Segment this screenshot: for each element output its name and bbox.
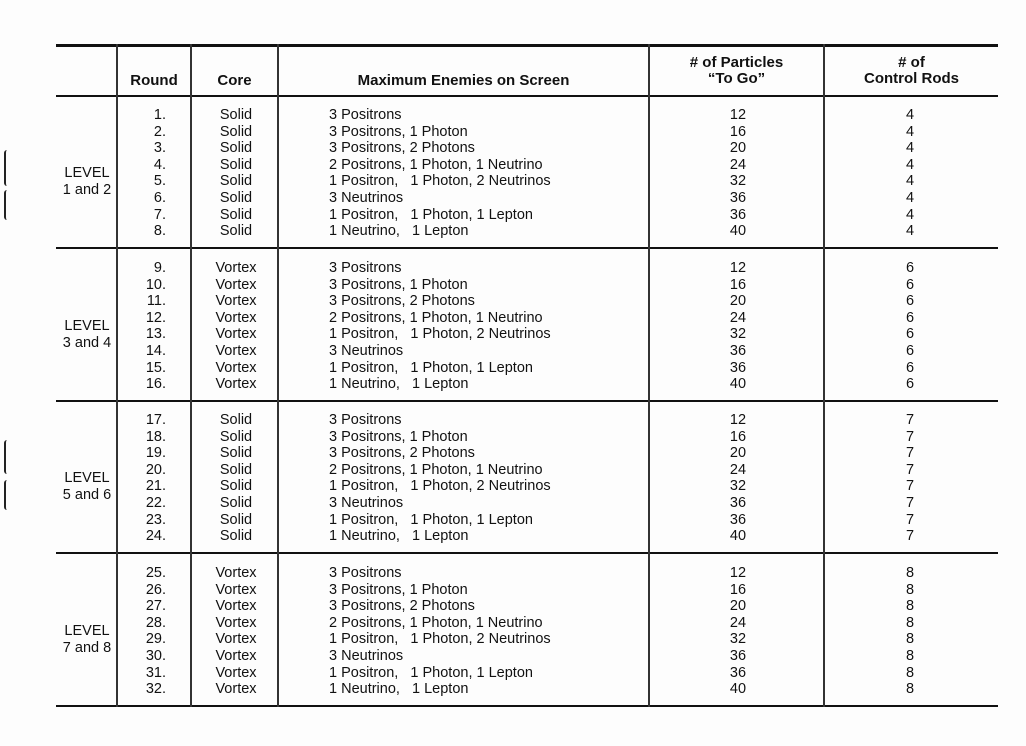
core-cell: Solid (219, 173, 253, 190)
particles-cell: 12 (729, 412, 747, 428)
particles-cell: 12 (729, 565, 747, 581)
control-rods-cell: 6 (905, 276, 915, 293)
table-row (56, 412, 998, 429)
level-label-line1: LEVEL (64, 317, 110, 334)
core-cell: Solid (219, 123, 253, 140)
table-row (56, 140, 998, 157)
core-cell: Vortex (215, 359, 257, 376)
core-cell: Vortex (215, 326, 257, 343)
control-rods-cell: 8 (905, 581, 915, 598)
round-cell: 22. (145, 495, 166, 511)
round-cell: 4. (153, 156, 166, 173)
table-row (56, 260, 998, 277)
header-rods-line2: Control Rods (864, 70, 959, 87)
round-cell: 16. (145, 376, 166, 393)
enemies-cell: 3 Positrons, 1 Photon (329, 428, 468, 445)
control-rods-cell: 6 (905, 376, 915, 393)
table-row (56, 598, 998, 615)
round-cell: 8. (153, 223, 166, 240)
round-cell: 3. (153, 140, 166, 157)
control-rods-cell: 7 (905, 461, 915, 478)
core-cell: Solid (219, 495, 253, 511)
table-row (56, 565, 998, 582)
round-cell: 7. (153, 206, 166, 223)
group-divider (56, 552, 998, 554)
particles-cell: 32 (729, 478, 747, 495)
table-row (56, 343, 998, 360)
particles-cell: 20 (729, 598, 747, 615)
enemies-cell: 2 Positrons, 1 Photon, 1 Neutrino (329, 461, 543, 478)
particles-cell: 36 (729, 190, 747, 206)
round-cell: 26. (145, 581, 166, 598)
header-core: Core (217, 72, 252, 89)
control-rods-cell: 7 (905, 478, 915, 495)
table-row (56, 173, 998, 190)
core-cell: Vortex (215, 565, 257, 581)
round-cell: 13. (145, 326, 166, 343)
particles-cell: 40 (729, 223, 747, 240)
enemies-cell: 3 Positrons, 2 Photons (329, 293, 475, 310)
particles-cell: 16 (729, 276, 747, 293)
round-cell: 10. (145, 276, 166, 293)
core-cell: Solid (219, 511, 253, 528)
control-rods-cell: 4 (905, 223, 915, 240)
core-cell: Solid (219, 156, 253, 173)
table-row (56, 360, 998, 377)
table-row (56, 376, 998, 393)
round-cell: 15. (145, 359, 166, 376)
round-cell: 5. (153, 173, 166, 190)
table-row (56, 615, 998, 632)
control-rods-cell: 6 (905, 343, 915, 359)
core-cell: Vortex (215, 376, 257, 393)
core-cell: Vortex (215, 681, 257, 698)
round-cell: 24. (145, 528, 166, 545)
particles-cell: 36 (729, 511, 747, 528)
control-rods-cell: 4 (905, 173, 915, 190)
enemies-cell: 1 Positron, 1 Photon, 2 Neutrinos (329, 326, 551, 343)
core-cell: Vortex (215, 309, 257, 326)
enemies-cell: 3 Positrons (329, 412, 402, 428)
round-cell: 19. (145, 445, 166, 462)
control-rods-cell: 8 (905, 664, 915, 681)
enemies-cell: 3 Positrons, 2 Photons (329, 598, 475, 615)
round-cell: 18. (145, 428, 166, 445)
round-cell: 20. (145, 461, 166, 478)
control-rods-cell: 7 (905, 428, 915, 445)
enemies-cell: 3 Neutrinos (329, 648, 404, 664)
control-rods-cell: 8 (905, 631, 915, 648)
core-cell: Solid (219, 461, 253, 478)
control-rods-cell: 4 (905, 107, 915, 123)
particles-cell: 40 (729, 376, 747, 393)
particles-cell: 36 (729, 495, 747, 511)
particles-cell: 20 (729, 445, 747, 462)
header-round: Round (130, 72, 178, 89)
particles-cell: 24 (729, 461, 747, 478)
particles-cell: 40 (729, 528, 747, 545)
particles-cell: 20 (729, 140, 747, 157)
control-rods-cell: 6 (905, 260, 915, 276)
round-cell: 28. (145, 614, 166, 631)
enemies-cell: 1 Positron, 1 Photon, 1 Lepton (329, 511, 533, 528)
enemies-cell: 1 Positron, 1 Photon, 2 Neutrinos (329, 173, 551, 190)
table-row (56, 665, 998, 682)
table-row (56, 190, 998, 207)
control-rods-cell: 4 (905, 190, 915, 206)
header-particles-line2: “To Go” (707, 70, 766, 87)
enemies-cell: 3 Positrons (329, 565, 402, 581)
table-row (56, 124, 998, 141)
binding-mark (4, 190, 12, 220)
enemies-cell: 1 Neutrino, 1 Lepton (329, 376, 469, 393)
particles-cell: 16 (729, 581, 747, 598)
table-row (56, 429, 998, 446)
round-cell: 9. (153, 260, 166, 276)
header-max-enemies: Maximum Enemies on Screen (357, 72, 570, 89)
enemies-cell: 1 Positron, 1 Photon, 1 Lepton (329, 206, 533, 223)
core-cell: Vortex (215, 260, 257, 276)
round-cell: 23. (145, 511, 166, 528)
control-rods-cell: 6 (905, 359, 915, 376)
level-label-line2: 1 and 2 (62, 181, 112, 198)
particles-cell: 20 (729, 293, 747, 310)
enemies-cell: 1 Positron, 1 Photon, 2 Neutrinos (329, 478, 551, 495)
table-row (56, 107, 998, 124)
table-row (56, 648, 998, 665)
core-cell: Vortex (215, 293, 257, 310)
core-cell: Vortex (215, 664, 257, 681)
enemies-cell: 2 Positrons, 1 Photon, 1 Neutrino (329, 156, 543, 173)
table-row (56, 495, 998, 512)
particles-cell: 32 (729, 631, 747, 648)
group-divider (56, 400, 998, 402)
level-label-line1: LEVEL (64, 469, 110, 486)
table-bottom-rule (56, 705, 998, 707)
enemies-cell: 3 Positrons (329, 260, 402, 276)
round-cell: 2. (153, 123, 166, 140)
table-row (56, 582, 998, 599)
table-row (56, 293, 998, 310)
level-label-line2: 5 and 6 (62, 486, 112, 503)
control-rods-cell: 4 (905, 206, 915, 223)
core-cell: Vortex (215, 614, 257, 631)
table-row (56, 528, 998, 545)
particles-cell: 24 (729, 156, 747, 173)
core-cell: Solid (219, 412, 253, 428)
round-cell: 1. (153, 107, 166, 123)
particles-cell: 36 (729, 359, 747, 376)
table-row (56, 462, 998, 479)
round-cell: 25. (145, 565, 166, 581)
control-rods-cell: 7 (905, 495, 915, 511)
enemies-cell: 1 Positron, 1 Photon, 1 Lepton (329, 359, 533, 376)
round-cell: 6. (153, 190, 166, 206)
table-row (56, 681, 998, 698)
round-cell: 11. (146, 293, 166, 310)
control-rods-cell: 6 (905, 326, 915, 343)
level-label-line2: 3 and 4 (62, 334, 112, 351)
particles-cell: 24 (729, 309, 747, 326)
particles-cell: 32 (729, 326, 747, 343)
round-cell: 12. (145, 309, 166, 326)
table-row (56, 445, 998, 462)
particles-cell: 36 (729, 206, 747, 223)
core-cell: Solid (219, 445, 253, 462)
enemies-cell: 2 Positrons, 1 Photon, 1 Neutrino (329, 309, 543, 326)
control-rods-cell: 8 (905, 565, 915, 581)
enemies-cell: 1 Neutrino, 1 Lepton (329, 223, 469, 240)
core-cell: Solid (219, 428, 253, 445)
enemies-cell: 1 Neutrino, 1 Lepton (329, 681, 469, 698)
enemies-cell: 3 Neutrinos (329, 343, 404, 359)
core-cell: Solid (219, 140, 253, 157)
round-cell: 29. (145, 631, 166, 648)
binding-mark (4, 150, 12, 186)
particles-cell: 36 (729, 648, 747, 664)
enemies-cell: 3 Positrons, 1 Photon (329, 581, 468, 598)
control-rods-cell: 8 (905, 598, 915, 615)
level-label-line1: LEVEL (64, 164, 110, 181)
round-cell: 17. (145, 412, 166, 428)
round-cell: 21. (145, 478, 166, 495)
round-cell: 31. (145, 664, 166, 681)
round-cell: 14. (145, 343, 166, 359)
table-row (56, 207, 998, 224)
core-cell: Vortex (215, 631, 257, 648)
particles-cell: 24 (729, 614, 747, 631)
binding-mark (4, 480, 12, 510)
core-cell: Vortex (215, 581, 257, 598)
control-rods-cell: 8 (905, 648, 915, 664)
header-rods-line1: # of (898, 54, 925, 71)
enemies-cell: 3 Positrons (329, 107, 402, 123)
table-top-rule (56, 44, 998, 47)
enemies-cell: 3 Positrons, 1 Photon (329, 276, 468, 293)
table-row (56, 631, 998, 648)
round-cell: 30. (145, 648, 166, 664)
table-row (56, 326, 998, 343)
control-rods-cell: 7 (905, 528, 915, 545)
particles-cell: 12 (729, 260, 747, 276)
binding-mark (4, 440, 12, 474)
enemies-cell: 1 Positron, 1 Photon, 2 Neutrinos (329, 631, 551, 648)
table-row (56, 223, 998, 240)
core-cell: Vortex (215, 598, 257, 615)
particles-cell: 32 (729, 173, 747, 190)
core-cell: Solid (219, 107, 253, 123)
core-cell: Vortex (215, 276, 257, 293)
enemies-cell: 1 Neutrino, 1 Lepton (329, 528, 469, 545)
enemies-cell: 3 Positrons, 2 Photons (329, 140, 475, 157)
table-row (56, 478, 998, 495)
control-rods-cell: 7 (905, 445, 915, 462)
core-cell: Solid (219, 223, 253, 240)
core-cell: Solid (219, 190, 253, 206)
control-rods-cell: 4 (905, 156, 915, 173)
level-label-line2: 7 and 8 (62, 639, 112, 656)
core-cell: Solid (219, 528, 253, 545)
core-cell: Vortex (215, 648, 257, 664)
round-cell: 32. (145, 681, 166, 698)
core-cell: Vortex (215, 343, 257, 359)
header-particles-line1: # of Particles (689, 54, 784, 71)
table-row (56, 310, 998, 327)
enemies-cell: 1 Positron, 1 Photon, 1 Lepton (329, 664, 533, 681)
enemies-cell: 2 Positrons, 1 Photon, 1 Neutrino (329, 614, 543, 631)
control-rods-cell: 4 (905, 123, 915, 140)
control-rods-cell: 8 (905, 614, 915, 631)
control-rods-cell: 7 (905, 412, 915, 428)
enemies-cell: 3 Neutrinos (329, 190, 404, 206)
control-rods-cell: 7 (905, 511, 915, 528)
table-row (56, 157, 998, 174)
group-divider (56, 247, 998, 249)
table-row (56, 277, 998, 294)
enemies-cell: 3 Neutrinos (329, 495, 404, 511)
particles-cell: 40 (729, 681, 747, 698)
core-cell: Solid (219, 206, 253, 223)
control-rods-cell: 8 (905, 681, 915, 698)
level-label-line1: LEVEL (64, 622, 110, 639)
control-rods-cell: 6 (905, 309, 915, 326)
enemies-cell: 3 Positrons, 2 Photons (329, 445, 475, 462)
round-cell: 27. (145, 598, 166, 615)
particles-cell: 16 (729, 123, 747, 140)
table-row (56, 512, 998, 529)
particles-cell: 36 (729, 664, 747, 681)
core-cell: Solid (219, 478, 253, 495)
control-rods-cell: 4 (905, 140, 915, 157)
particles-cell: 16 (729, 428, 747, 445)
enemies-cell: 3 Positrons, 1 Photon (329, 123, 468, 140)
header-bottom-rule (56, 95, 998, 97)
particles-cell: 36 (729, 343, 747, 359)
control-rods-cell: 6 (905, 293, 915, 310)
particles-cell: 12 (729, 107, 747, 123)
